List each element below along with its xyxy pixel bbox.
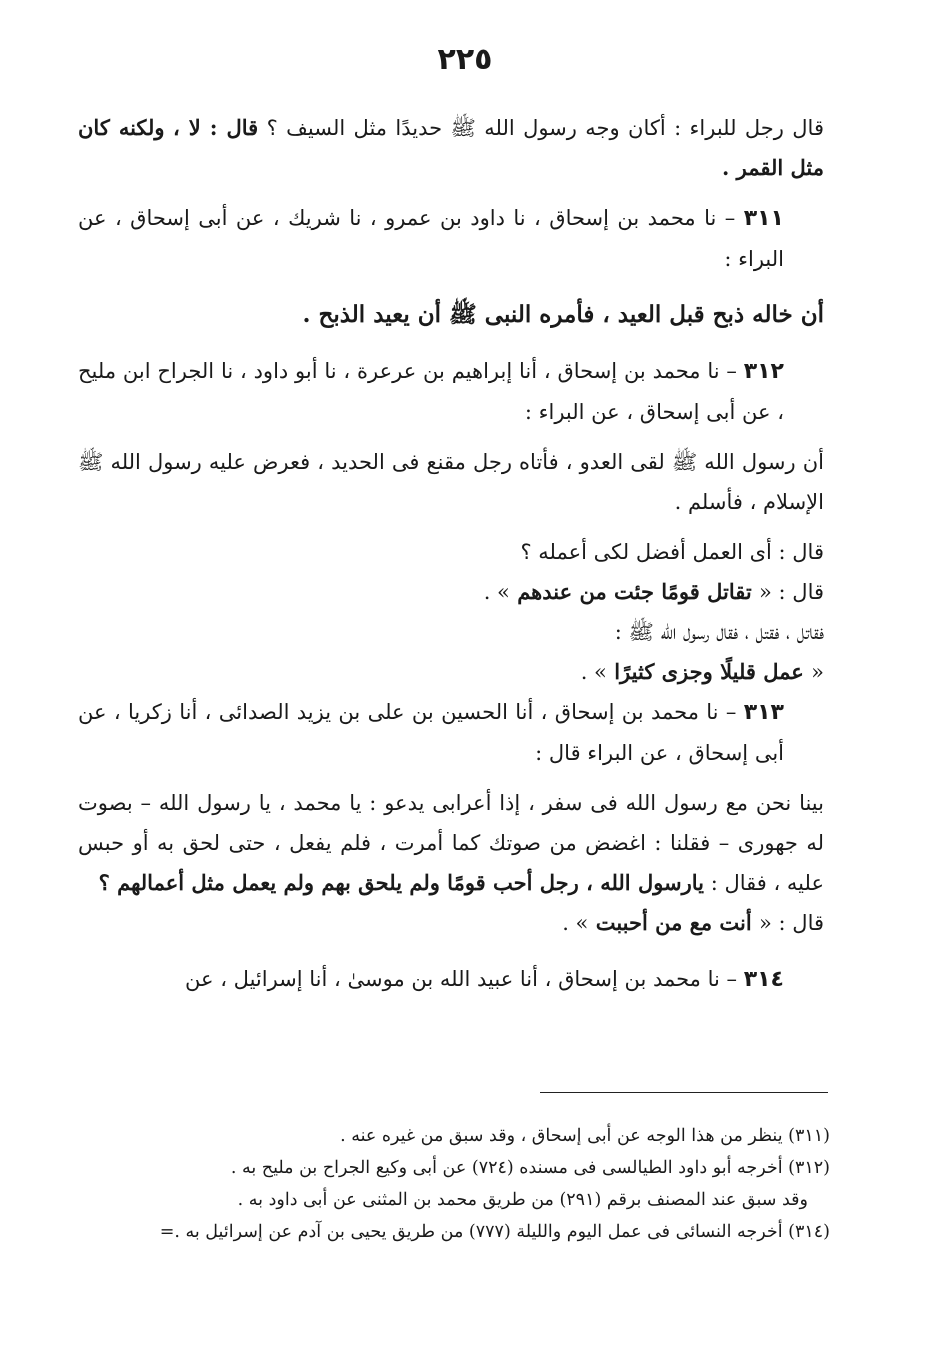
narration-question: يارسول الله ، رجل أحب قومًا ولم يلحق بهم ولم يعمل مثل أعمالهم ؟ <box>98 870 705 895</box>
isnad-text: – نا محمد بن إسحاق ، أنا إبراهيم بن عرعرة ، نا أبو داود ، نا الجراح ابن مليح ، عن أبى إسحاق ، عن البراء : <box>78 359 784 424</box>
hadith-312-narration: فقاتل ، فقتل ، فقال رسول الله ﷺ : <box>614 620 824 644</box>
quote-open: قال : « <box>759 911 824 935</box>
intro-answer: قال : لا ، <box>172 115 259 140</box>
footnote-311: (٣١١) ينظر من هذا الوجه عن أبى إسحاق ، وقد سبق من غيره عنه . <box>340 1126 830 1146</box>
paragraph-intro <box>78 108 824 188</box>
hadith-313-chain <box>78 692 824 773</box>
footnote-divider <box>540 1092 828 1093</box>
quote-text: أنت مع من أحببت <box>588 910 760 935</box>
hadith-311-chain <box>78 198 824 279</box>
footnote-314: (٣١٤) أخرجه النسائى فى عمل اليوم والليلة (٧٧٧) من طريق يحيى بن آدم عن إسرائيل به .= <box>159 1222 830 1242</box>
isnad-text: – نا محمد بن إسحاق ، نا داود بن عمرو ، نا شريك ، عن أبى إسحاق ، عن البراء : <box>78 206 784 271</box>
footnote-312: (٣١٢) أخرجه أبو داود الطيالسى فى مسنده (٧٢٤) عن أبى وكيع الجراح بن مليح به . <box>230 1158 830 1178</box>
hadith-314-chain <box>78 959 824 1000</box>
main-text <box>78 108 824 1000</box>
footnote-312-continued: وقد سبق عند المصنف برقم (٢٩١) من طريق محمد بن المثنى عن أبى داود به . <box>237 1190 808 1210</box>
hadith-313-answer <box>78 903 824 943</box>
hadith-312-answer <box>78 572 824 612</box>
quote-close: » . <box>483 580 510 604</box>
hadith-number: ٣١١ <box>743 206 784 231</box>
isnad-text: – نا محمد بن إسحاق ، أنا الحسين بن على بن يزيد الصدائى ، أنا زكريا ، عن أبى إسحاق ، عن البراء قال : <box>78 700 784 765</box>
quote-open: قال : « <box>759 580 824 604</box>
quote-text: تقاتل قومًا جئت من عندهم <box>509 579 760 604</box>
hadith-312-saying <box>78 652 824 692</box>
page-number: ٢٢٥ <box>437 42 493 77</box>
hadith-312-text: أن رسول الله ﷺ لقى العدو ، فأتاه رجل مقنع فى الحديد ، فعرض عليه رسول الله ﷺ الإسلام ، فأسلم . <box>78 450 824 514</box>
intro-continuation: ولكنه كان مثل القمر . <box>78 115 824 180</box>
hadith-number: ٣١٣ <box>743 700 784 725</box>
footnotes <box>78 1120 830 1248</box>
hadith-311-text: أن خاله ذبح قبل العيد ، فأمره النبى ﷺ أن يعيد الذبح . <box>302 301 824 328</box>
quote-text: عمل قليلًا وجزى كثيرًا <box>606 659 812 684</box>
hadith-312-chain <box>78 351 824 432</box>
isnad-text: – نا محمد بن إسحاق ، أنا عبيد الله بن موسىٰ ، أنا إسرائيل ، عن <box>185 967 744 991</box>
intro-text: قال رجل للبراء : أكان وجه رسول الله ﷺ حديدًا مثل السيف ؟ <box>266 116 824 140</box>
hadith-312-question: قال : أى العمل أفضل لكى أعمله ؟ <box>520 540 824 564</box>
hadith-number: ٣١٢ <box>743 359 784 384</box>
quote-close: » . <box>580 660 607 684</box>
quote-close: » . <box>562 911 589 935</box>
hadith-313-text <box>78 783 824 903</box>
hadith-number: ٣١٤ <box>743 967 784 992</box>
narration-text: بينا نحن مع رسول الله فى سفر ، إذا أعرابى يدعو : يا محمد ، يا رسول الله – بصوت له جهورى – فقلنا : اغضض من صوتك كما أمرت ، فلم يفعل ، حتى لحق به أو حبس عليه ، فقال : <box>78 791 824 895</box>
quote-open: « <box>811 660 824 684</box>
